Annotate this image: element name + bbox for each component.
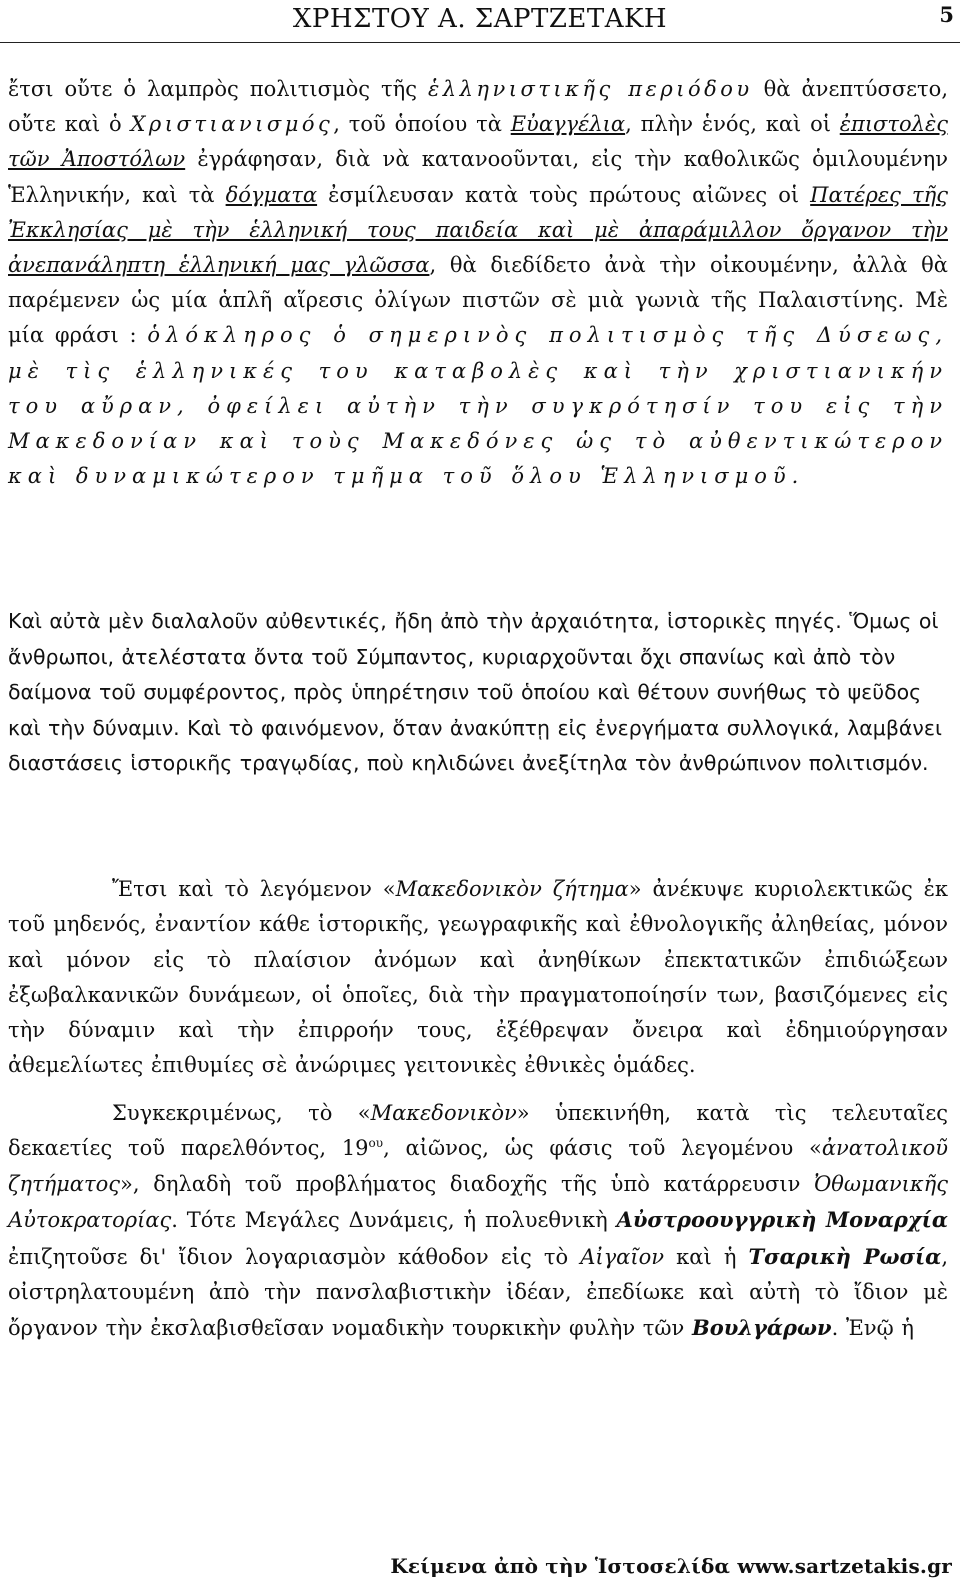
italic-phrase: Αἰγαῖον [580, 1244, 665, 1269]
italic-phrase: Μακεδονικὸν ζήτημα [395, 877, 629, 901]
text-run: ἔτσι οὔτε ὁ λαμπρὸς πολιτισμὸς τῆς [8, 77, 428, 101]
text-run: Συγκεκριμένως, τὸ « [112, 1101, 371, 1125]
superscript: ου [368, 1136, 384, 1151]
spaced-phrase: ἑλληνιστικῆς περιόδου [428, 77, 753, 101]
text-run: . Ἐνῷ ἡ [831, 1316, 915, 1341]
page-number: 5 [939, 2, 954, 27]
italic-phrase: Μακεδονικὸν [370, 1101, 517, 1125]
paragraph-2 [8, 604, 948, 782]
text-run: , πλὴν ἑνός, καὶ οἱ [625, 112, 840, 137]
running-title: ΧΡΗΣΤΟΥ Α. ΣΑΡΤΖΕΤΑΚΗ [292, 4, 668, 34]
underlined-phrase: δόγματα [225, 182, 318, 207]
text-run: ἐσμίλευσαν κατὰ τοὺς πρώτους αἰῶνες οἱ [317, 182, 811, 207]
text-run: καὶ ἡ [664, 1244, 749, 1269]
page-footer: Κείμενα ἀπὸ τὴν Ἱστοσελίδα www.sartzetakis.gr [390, 1554, 952, 1578]
text-run: Ἔτσι καὶ τὸ λεγόμενον « [112, 877, 396, 901]
text-run: . Τότε Μεγάλες Δυνάμεις, ἡ πολυεθνικὴ [171, 1208, 617, 1233]
text-run: Καὶ αὐτὰ μὲν διαλαλοῦν αὐθεντικές, ἤδη ἀπὸ τὴν ἀρχαιότητα, ἱστορικὲς πηγές. Ὅμως οἱ ἄνθρωποι, ἀτελέστατα ὄντα τοῦ Σύμπαντος, κυριαρχοῦνται ὄχι σπανίως καὶ ἀπὸ τὸν δαίμονα τοῦ συμφέροντος, πρὸς ὑπηρέτησιν τοῦ ὁποίου καὶ θέτουν συνήθως τὸ ψεῦδος καὶ τὴν δύναμιν. Καὶ τὸ φαινόμενον, ὅταν ἀνακύπτῃ εἰς ἐνεργήματα συλλογικά, λαμβάνει διαστάσεις ἱστορικῆς τραγῳδίας, ποὺ κηλιδώνει ἀνεξίτηλα τὸν ἀνθρώπινον πολιτισμόν. [8, 609, 942, 775]
italic-phrase: Ὀθωμανικῆς Αὐτοκρατορίας [8, 1171, 948, 1233]
bold-italic-phrase: Βουλγάρων [691, 1315, 832, 1341]
text-run: , οἰστρηλατουμένη ἀπὸ τὴν πανσλαβιστικὴν ἰδέαν, ἐπεδίωκε καὶ αὐτὴ τὸ ἴδιον μὲ ὄργανον τὴν ἐκσλαβισθεῖσαν νομαδικὴν τουρκικὴν φυλὴν τῶν [8, 1244, 948, 1341]
text-run: » ὑπεκινήθη, κατὰ τὶς τελευταῖες δεκαετίες τοῦ παρελθόντος, 19 [8, 1101, 948, 1161]
text-run: » ἀνέκυψε κυριολεκτικῶς ἐκ τοῦ μηδενός, ἐναντίον κάθε ἱστορικῆς, γεωγραφικῆς καὶ ἐθνολογικῆς ἀληθείας, μόνον καὶ μόνον εἰς τὸ πλαίσιον ἀνόμων καὶ ἀνηθίκων ἐπεκτατικῶν ἐπιδιώξεων ἐξωβαλκανικῶν δυνάμεων, οἱ ὁποῖες, διὰ τὴν πραγματοποίησίν των, βασιζόμενες εἰς τὴν δύναμιν καὶ τὴν ἐπιρροήν τους, ἐξέθρεψαν ὄνειρα καὶ ἐδημιούργησαν ἀθεμελίωτες ἐπιθυμίες σὲ ἀνώριμες γειτονικὲς ἐθνικὲς ὁμάδες. [8, 877, 949, 1078]
text-run: ἐπιζητοῦσε δι' ἴδιον λογαριασμὸν κάθοδον εἰς τὸ [8, 1244, 581, 1269]
text-run: », δηλαδὴ τοῦ προβλήματος διαδοχῆς τῆς ὑπὸ κατάρρευσιν [120, 1171, 815, 1196]
spaced-phrase: Χριστιανισμός [130, 112, 334, 137]
text-run: θὰ ἀνεπτύσσετο, οὔτε καὶ ὁ [8, 77, 948, 137]
text-run: , τοῦ ὁποίου τὰ [333, 112, 511, 137]
paragraph-3 [8, 872, 948, 1084]
paragraph-1 [8, 72, 948, 494]
spaced-phrase: ὁλόκληρος ὁ σημερινὸς πολιτισμὸς τῆς Δύσεως, μὲ τὶς ἑλληνικές του καταβολὲς καὶ τὴν χριστιανικήν του αὔραν, ὀφείλει αὐτὴν τὴν συγκρότησίν του εἰς τὴν Μακεδονίαν καὶ τοὺς Μακεδόνες ὡς τὸ αὐθεντικώτερον καὶ δυναμικώτερον τμῆμα τοῦ ὅλου Ἑλληνισμοῦ. [8, 323, 948, 489]
text-run: , θὰ διεδίδετο ἀνὰ τὴν οἰκουμένην, ἀλλὰ θὰ παρέμενεν ὡς μία ἁπλῆ αἵρεσις ὀλίγων πιστῶν σὲ μιὰ γωνιὰ τῆς Παλαιστίνης. Μὲ μία φράσι : [8, 253, 948, 348]
text-run: , αἰῶνος, ὡς φάσις τοῦ λεγομένου « [383, 1136, 822, 1161]
text-run: ἐγράφησαν, διὰ νὰ κατανοοῦνται, εἰς τὴν καθολικῶς ὁμιλουμένην Ἑλληνικήν, καὶ τὰ [8, 147, 949, 207]
underlined-phrase: Πατέρες τῆς Ἐκκλησίας μὲ τὴν ἑλληνική τους παιδεία καὶ μὲ ἀπαράμιλλον ὄργανον τὴν ἀνεπανάληπτη ἑλληνική μας γλῶσσα [8, 182, 948, 278]
page-header [0, 0, 960, 43]
paragraph-4 [8, 1096, 948, 1347]
bold-italic-phrase: Τσαρικὴ Ρωσία [748, 1243, 942, 1269]
bold-italic-phrase: Αὐστροουγγρικὴ Μοναρχία [616, 1207, 948, 1233]
underlined-phrase: ἐπιστολὲς τῶν Ἀποστόλων [8, 112, 948, 172]
underlined-phrase: Εὐαγγέλια [510, 112, 626, 137]
italic-phrase: ἀνατολικοῦ ζητήματος [8, 1136, 948, 1196]
